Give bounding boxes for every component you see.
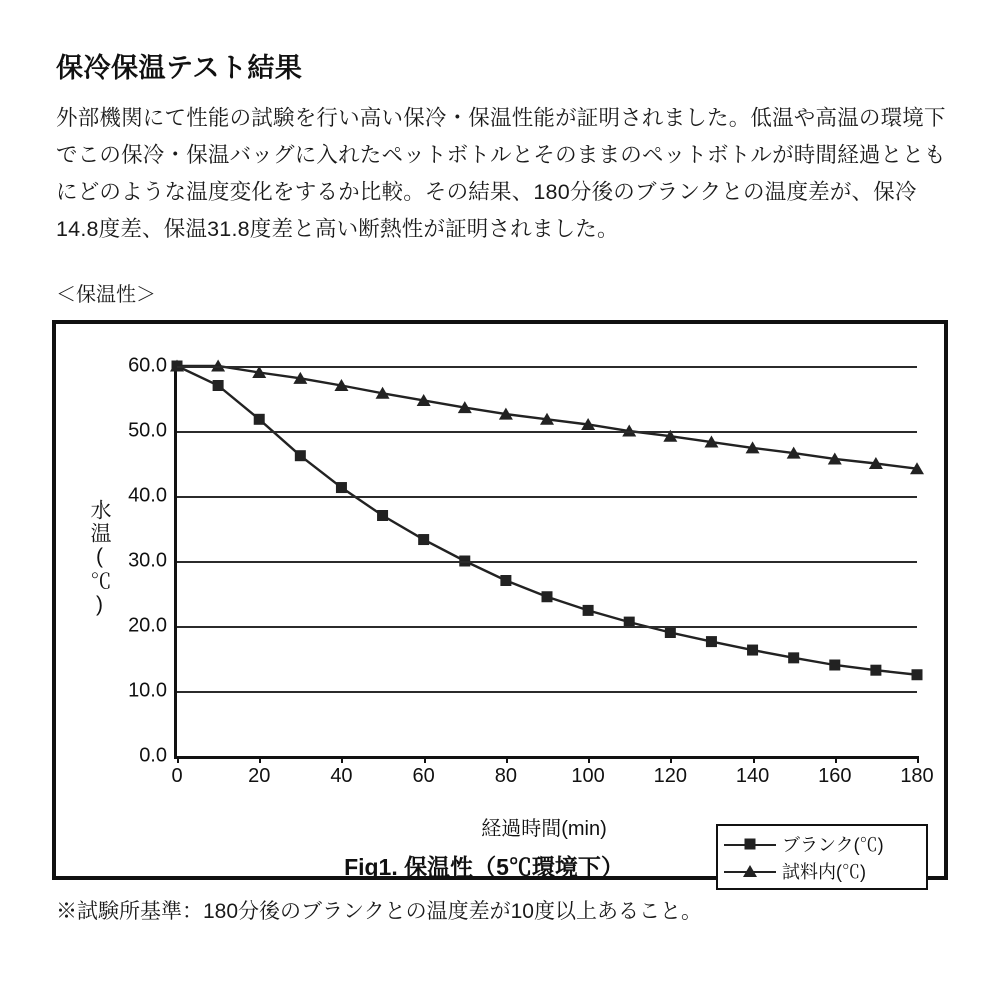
y-tick-label: 40.0 [128, 484, 167, 507]
legend-label-blank: ブランク(℃) [782, 834, 884, 855]
legend-item-blank [724, 830, 920, 857]
x-tick-label: 180 [900, 765, 934, 787]
legend-swatch-square [724, 836, 776, 852]
y-axis-title: 水温(℃) [88, 499, 111, 618]
footnote: ※試験所基準：180分後のブランクとの温度差が10度以上あること。 [56, 900, 702, 923]
x-tick-mark [341, 756, 343, 763]
y-tick-label: 30.0 [128, 549, 167, 572]
chart-legend [716, 824, 928, 890]
x-tick-mark [588, 756, 590, 763]
gridline [177, 496, 917, 498]
x-axis-title: 経過時間(min) [481, 818, 607, 840]
x-tick-label: 120 [653, 765, 688, 787]
plot-area [128, 354, 934, 787]
legend-label-sample: 試料内(℃) [782, 861, 866, 882]
gridline [177, 626, 917, 628]
x-tick-mark [917, 756, 919, 763]
gridline [177, 431, 917, 433]
x-tick-label: 100 [571, 765, 605, 787]
x-tick-label: 20 [248, 765, 271, 787]
y-tick-label: 0.0 [139, 744, 167, 767]
x-tick-mark [753, 756, 755, 763]
y-tick-label: 10.0 [128, 679, 167, 702]
page-title: 保冷保温テスト結果 [56, 53, 303, 83]
gridline [177, 366, 917, 368]
chart-frame [52, 320, 948, 880]
x-tick-label: 60 [412, 765, 435, 787]
x-tick-mark [424, 756, 426, 763]
x-tick-mark [670, 756, 672, 763]
y-tick-label: 50.0 [128, 419, 167, 442]
x-tick-mark [835, 756, 837, 763]
x-tick-mark [506, 756, 508, 763]
x-tick-mark [259, 756, 261, 763]
legend-item-sample [724, 857, 920, 884]
gridline [177, 561, 917, 563]
y-tick-label: 20.0 [128, 614, 167, 637]
x-tick-label: 0 [171, 765, 183, 787]
x-tick-mark [177, 756, 179, 763]
x-tick-label: 40 [330, 765, 353, 787]
section-label: ＜保温性＞ [56, 284, 156, 306]
intro-paragraph: 外部機関にて性能の試験を行い高い保冷・保温性能が証明されました。低温や高温の環境下でこの保冷・保温バッグに入れたペットボトルとそのままのペットボトルが時間経過とともにどのような温度変化をするか比較。その結果、180分後のブランクとの温度差が、保冷14.8度差、保温31.8度差と高い断熱性が証明されました。 [56, 106, 946, 241]
y-tick-label: 60.0 [128, 354, 167, 377]
figure-caption: Fig1. 保温性（5℃環境下） [344, 854, 624, 880]
legend-swatch-triangle [724, 863, 776, 879]
x-tick-label: 160 [818, 765, 852, 787]
x-tick-label: 80 [494, 765, 517, 787]
x-tick-label: 140 [735, 765, 770, 787]
gridline [177, 691, 917, 693]
